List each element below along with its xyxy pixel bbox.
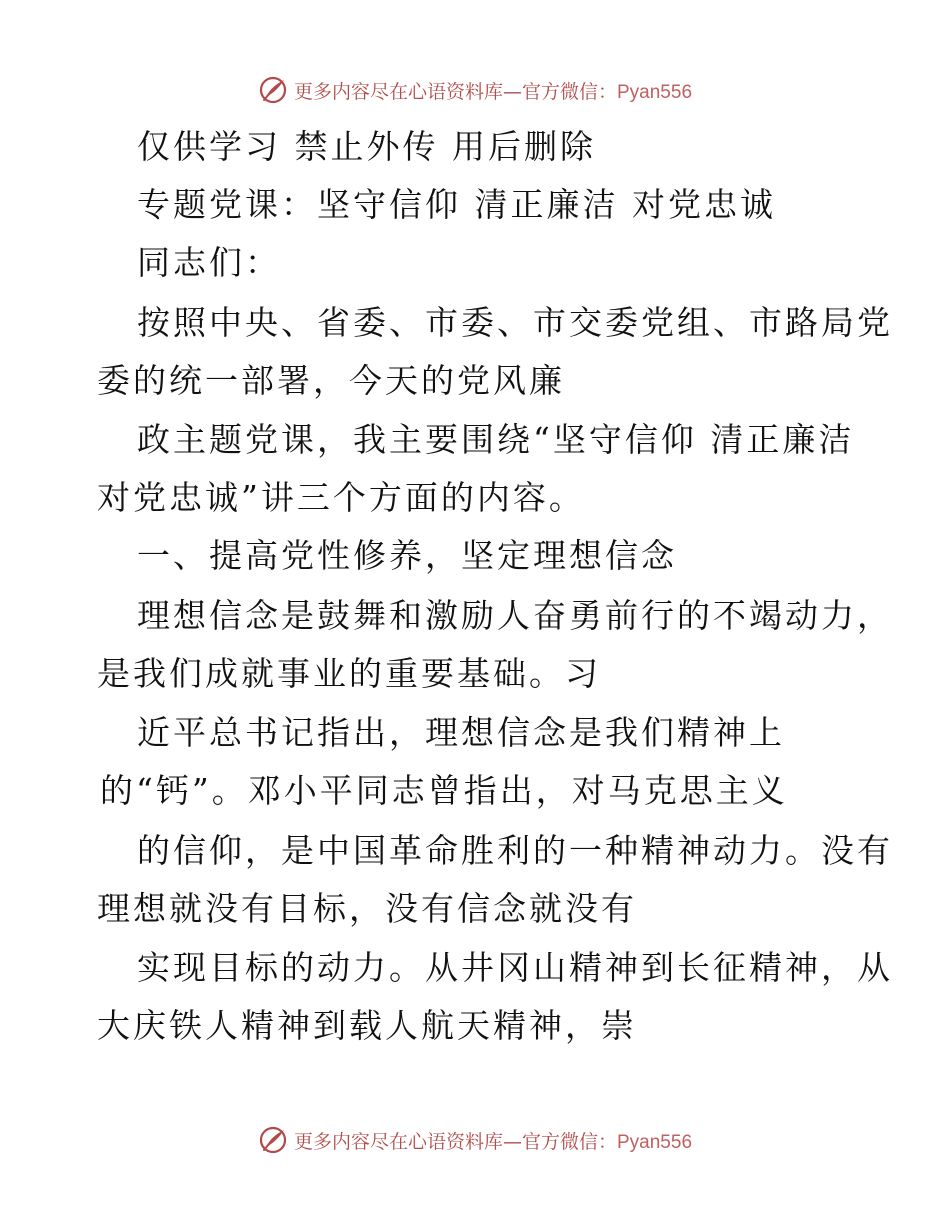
doc-line: 的“钙”。邓小平同志曾指出，对马克思主义 bbox=[100, 771, 788, 810]
doc-line: 是我们成就事业的重要基础。习 bbox=[97, 654, 601, 693]
watermark-text bbox=[294, 77, 692, 104]
doc-line: 的信仰，是中国革命胜利的一种精神动力。没有 bbox=[137, 831, 893, 870]
doc-line: 委的统一部署，今天的党风廉 bbox=[97, 361, 565, 400]
doc-line: 对党忠诚”讲三个方面的内容。 bbox=[97, 478, 585, 517]
watermark-account: Pyan556 bbox=[617, 81, 693, 103]
doc-line: 专题党课：坚守信仰 清正廉洁 对党忠诚 bbox=[137, 185, 776, 224]
doc-line: 大庆铁人精神到载人航天精神，崇 bbox=[97, 1006, 637, 1045]
watermark-account: Pyan556 bbox=[617, 1131, 693, 1153]
doc-line: 政主题党课，我主要围绕“坚守信仰 清正廉洁 bbox=[137, 420, 855, 459]
doc-line: 实现目标的动力。从井冈山精神到长征精神，从 bbox=[137, 948, 893, 987]
quill-logo-icon bbox=[258, 1125, 288, 1155]
header-watermark bbox=[0, 70, 950, 110]
footer-watermark bbox=[0, 1120, 950, 1160]
watermark-text bbox=[294, 1127, 692, 1154]
doc-line: 近平总书记指出，理想信念是我们精神上 bbox=[137, 713, 785, 752]
doc-line: 按照中央、省委、市委、市交委党组、市路局党 bbox=[137, 303, 893, 342]
watermark-prefix: 更多内容尽在心语资料库—官方微信： bbox=[293, 80, 617, 103]
doc-line: 一、提高党性修养，坚定理想信念 bbox=[137, 536, 677, 575]
doc-line: 仅供学习 禁止外传 用后删除 bbox=[137, 127, 596, 166]
doc-line: 同志们： bbox=[137, 243, 281, 282]
quill-logo-icon bbox=[258, 75, 288, 105]
doc-line: 理想信念是鼓舞和激励人奋勇前行的不竭动力， bbox=[137, 596, 893, 635]
doc-line: 理想就没有目标，没有信念就没有 bbox=[97, 889, 637, 928]
watermark-prefix: 更多内容尽在心语资料库—官方微信： bbox=[293, 1130, 617, 1153]
